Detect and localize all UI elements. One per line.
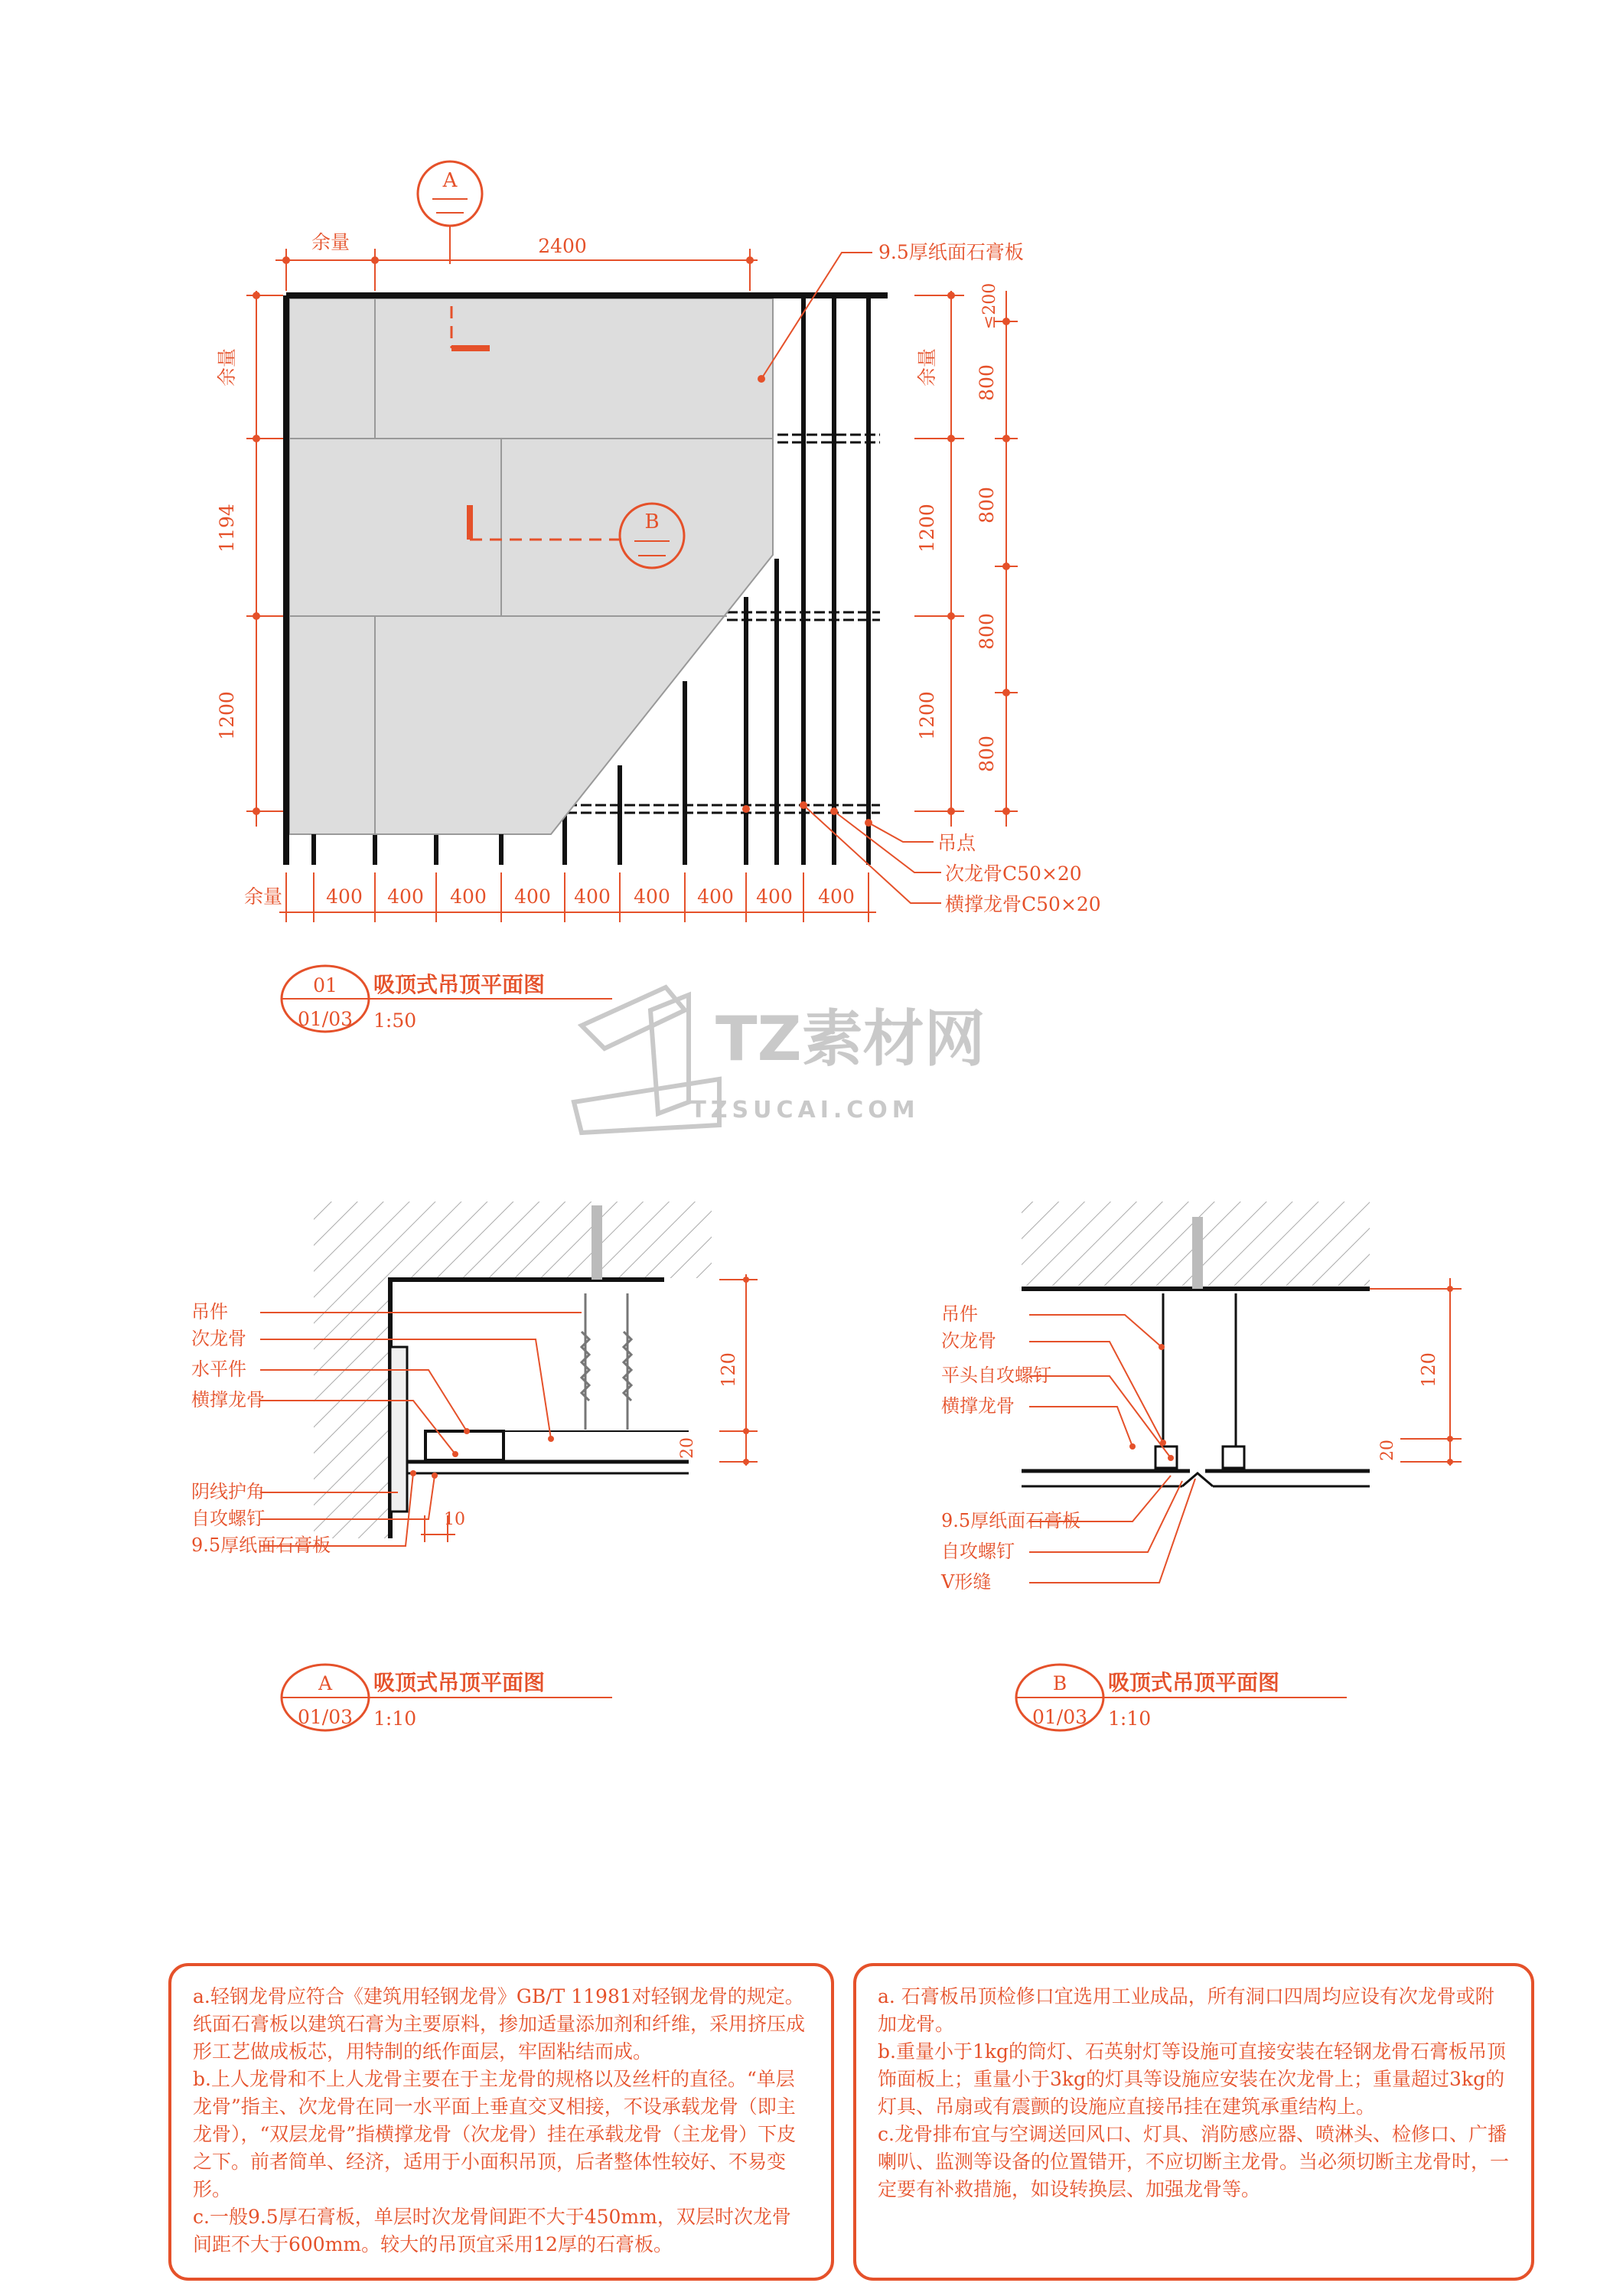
title-block-a (282, 1665, 612, 1730)
section-b-dots (1129, 1286, 1453, 1465)
dim-far-200: ≤200 (980, 282, 999, 330)
dim-bottom-margin: 余量 (243, 885, 283, 908)
sa-label-secondary-keel: 次龙骨 (191, 1328, 246, 1349)
gypsum-board-panel (289, 298, 773, 834)
sa-dim-10: 10 (444, 1510, 465, 1529)
dim-far-800 (976, 364, 998, 772)
marker-a-letter: A (442, 169, 458, 192)
slab-hatch (314, 1202, 712, 1278)
dim-bottom-400: 400 (387, 885, 424, 908)
sa-label-corner-guard: 阴线护角 (191, 1481, 265, 1502)
dim-far-800-item: 800 (976, 487, 998, 523)
sb-label-flat-screw: 平头自攻螺钉 (941, 1365, 1051, 1386)
dim-bottom-400: 400 (697, 885, 734, 908)
sb-label-hanger: 吊件 (941, 1303, 978, 1325)
note-right-c: c.龙骨排布宜与空调送回风口、灯具、消防感应器、喷淋头、检修口、广播喇叭、监测等设备的位置错开，不应切断主龙骨。当必须切断主龙骨时，一定要有补救措施，如设转换层、加强龙骨等。 (878, 2123, 1510, 2200)
section-a-detail (191, 1202, 758, 1556)
wall-hatch (314, 1278, 390, 1538)
title-a-sheet: 01/03 (297, 1706, 354, 1728)
watermark-url: TZSUCAI.COM (690, 1097, 920, 1124)
dim-top-width: 2400 (538, 235, 587, 257)
sa-label-board: 9.5厚纸面石膏板 (191, 1534, 331, 1556)
dim-bottom-400: 400 (450, 885, 487, 908)
bottom-keels (314, 834, 501, 865)
sb-dim-120: 120 (1418, 1352, 1439, 1388)
keels-a (407, 1431, 689, 1473)
label-cross-keel: 横撑龙骨C50×20 (945, 893, 1101, 915)
boards-b (1022, 1471, 1370, 1486)
dim-left-1194: 1194 (216, 504, 238, 553)
dim-bottom-400: 400 (818, 885, 855, 908)
note-left-b: b.上人龙骨和不上人龙骨主要在于主龙骨的规格以及丝杆的直径。“单层龙骨”指主、次龙骨在同一水平面上垂直交叉相接，不设承载龙骨（即主龙骨），“双层龙骨”指横撑龙骨（次龙骨）挂在承载龙骨（主龙骨）下皮之下。前者简单、经济，适用于小面积吊顶，后者整体性较好、不易变形。 (193, 2068, 797, 2200)
title-block-b (1016, 1665, 1347, 1730)
title-plan-sheet: 01/03 (297, 1008, 354, 1030)
sb-label-board: 9.5厚纸面石膏板 (941, 1510, 1081, 1531)
note-right-b: b.重量小于1kg的筒灯、石英射灯等设施可直接安装在轻钢龙骨石膏板吊顶饰面板上；重量小于3kg的灯具等设施应安装在次龙骨上；重量超过3kg的灯具、吊扇或有震颤的设施应直接吊挂在建筑承重结构上。 (878, 2040, 1507, 2118)
sa-label-screw: 自攻螺钉 (191, 1508, 265, 1529)
dim-far-800-item: 800 (976, 613, 998, 650)
sb-label-screw: 自攻螺钉 (941, 1541, 1015, 1562)
dim-right-1200: 1200 (916, 504, 938, 553)
sb-dim-20: 20 (1378, 1440, 1397, 1461)
sb-label-secondary-keel: 次龙骨 (941, 1330, 996, 1352)
title-a-number: A (318, 1672, 333, 1694)
sa-label-cross-keel: 横撑龙骨 (191, 1389, 265, 1411)
dim-far-800-item: 800 (976, 364, 998, 401)
notes-left-box (168, 1963, 834, 2281)
dim-left-margin: 余量 (216, 347, 238, 387)
dim-bottom-400: 400 (326, 885, 363, 908)
label-board: 9.5厚纸面石膏板 (878, 241, 1024, 263)
title-b-number: B (1052, 1672, 1067, 1694)
sb-label-v-joint: V形缝 (941, 1571, 992, 1593)
dim-right-1200: 1200 (916, 691, 938, 740)
section-b-labels (940, 1303, 1080, 1593)
title-plan-number: 01 (313, 974, 337, 996)
sb-label-cross-keel: 横撑龙骨 (941, 1395, 1015, 1417)
notes-right-box (853, 1963, 1534, 2281)
section-a-dots (410, 1277, 749, 1479)
dim-left (246, 291, 283, 827)
watermark-brand: TZ素材网 (715, 1003, 986, 1075)
dim-bottom-400: 400 (756, 885, 793, 908)
label-secondary-keel: 次龙骨C50×20 (945, 863, 1082, 885)
dim-bottom-400: 400 (574, 885, 611, 908)
title-b-scale: 1:10 (1108, 1707, 1152, 1730)
sa-label-hanger: 吊件 (191, 1301, 228, 1322)
hanger-springs-a (582, 1293, 631, 1430)
section-b-detail (940, 1202, 1462, 1593)
sa-dim-120: 120 (718, 1352, 739, 1388)
dim-bottom-400: 400 (634, 885, 670, 908)
note-left-c: c.一般9.5厚石膏板，单层时次龙骨间距不大于450mm，双层时次龙骨间距不大于600mm。较大的吊顶宜采用12厚的石膏板。 (193, 2206, 791, 2255)
dim-top-margin: 余量 (311, 231, 350, 253)
dim-top (275, 249, 758, 291)
title-b-sheet: 01/03 (1031, 1706, 1088, 1728)
title-b-name: 吸顶式吊顶平面图 (1108, 1670, 1280, 1695)
label-hanger-point: 吊点 (937, 832, 976, 854)
section-marker-a (418, 161, 482, 264)
dim-left-1200: 1200 (216, 691, 238, 740)
title-a-name: 吸顶式吊顶平面图 (373, 1670, 546, 1695)
watermark (574, 987, 986, 1133)
title-plan-scale: 1:50 (373, 1009, 417, 1032)
marker-b-letter: B (644, 510, 660, 533)
note-left-a: a.轻钢龙骨应符合《建筑用轻钢龙骨》GB/T 11981对轻钢龙骨的规定。纸面石膏板以建筑石膏为主要原料，掺加适量添加剂和纤维，采用挤压成形工艺做成板芯，用特制的纸作面层，牢固粘结而成。 (193, 1985, 806, 2063)
section-b-leaders (1029, 1278, 1462, 1583)
note-right-a: a. 石膏板吊顶检修口宜选用工业成品，所有洞口四周均应设有次龙骨或附加龙骨。 (878, 1985, 1494, 2035)
title-plan-name: 吸顶式吊顶平面图 (373, 972, 546, 997)
wall-trim (390, 1347, 407, 1512)
hanger-b (1155, 1293, 1244, 1468)
title-a-scale: 1:10 (373, 1707, 417, 1730)
title-block-plan (282, 966, 612, 1032)
dim-bottom-400: 400 (514, 885, 551, 908)
dim-right-margin: 余量 (916, 347, 938, 387)
dim-bottom-spacing (326, 885, 855, 908)
sa-label-level-piece: 水平件 (191, 1358, 246, 1380)
ceiling-plan (216, 161, 1101, 922)
dim-far-800-item: 800 (976, 735, 998, 772)
sa-dim-20: 20 (678, 1437, 697, 1459)
